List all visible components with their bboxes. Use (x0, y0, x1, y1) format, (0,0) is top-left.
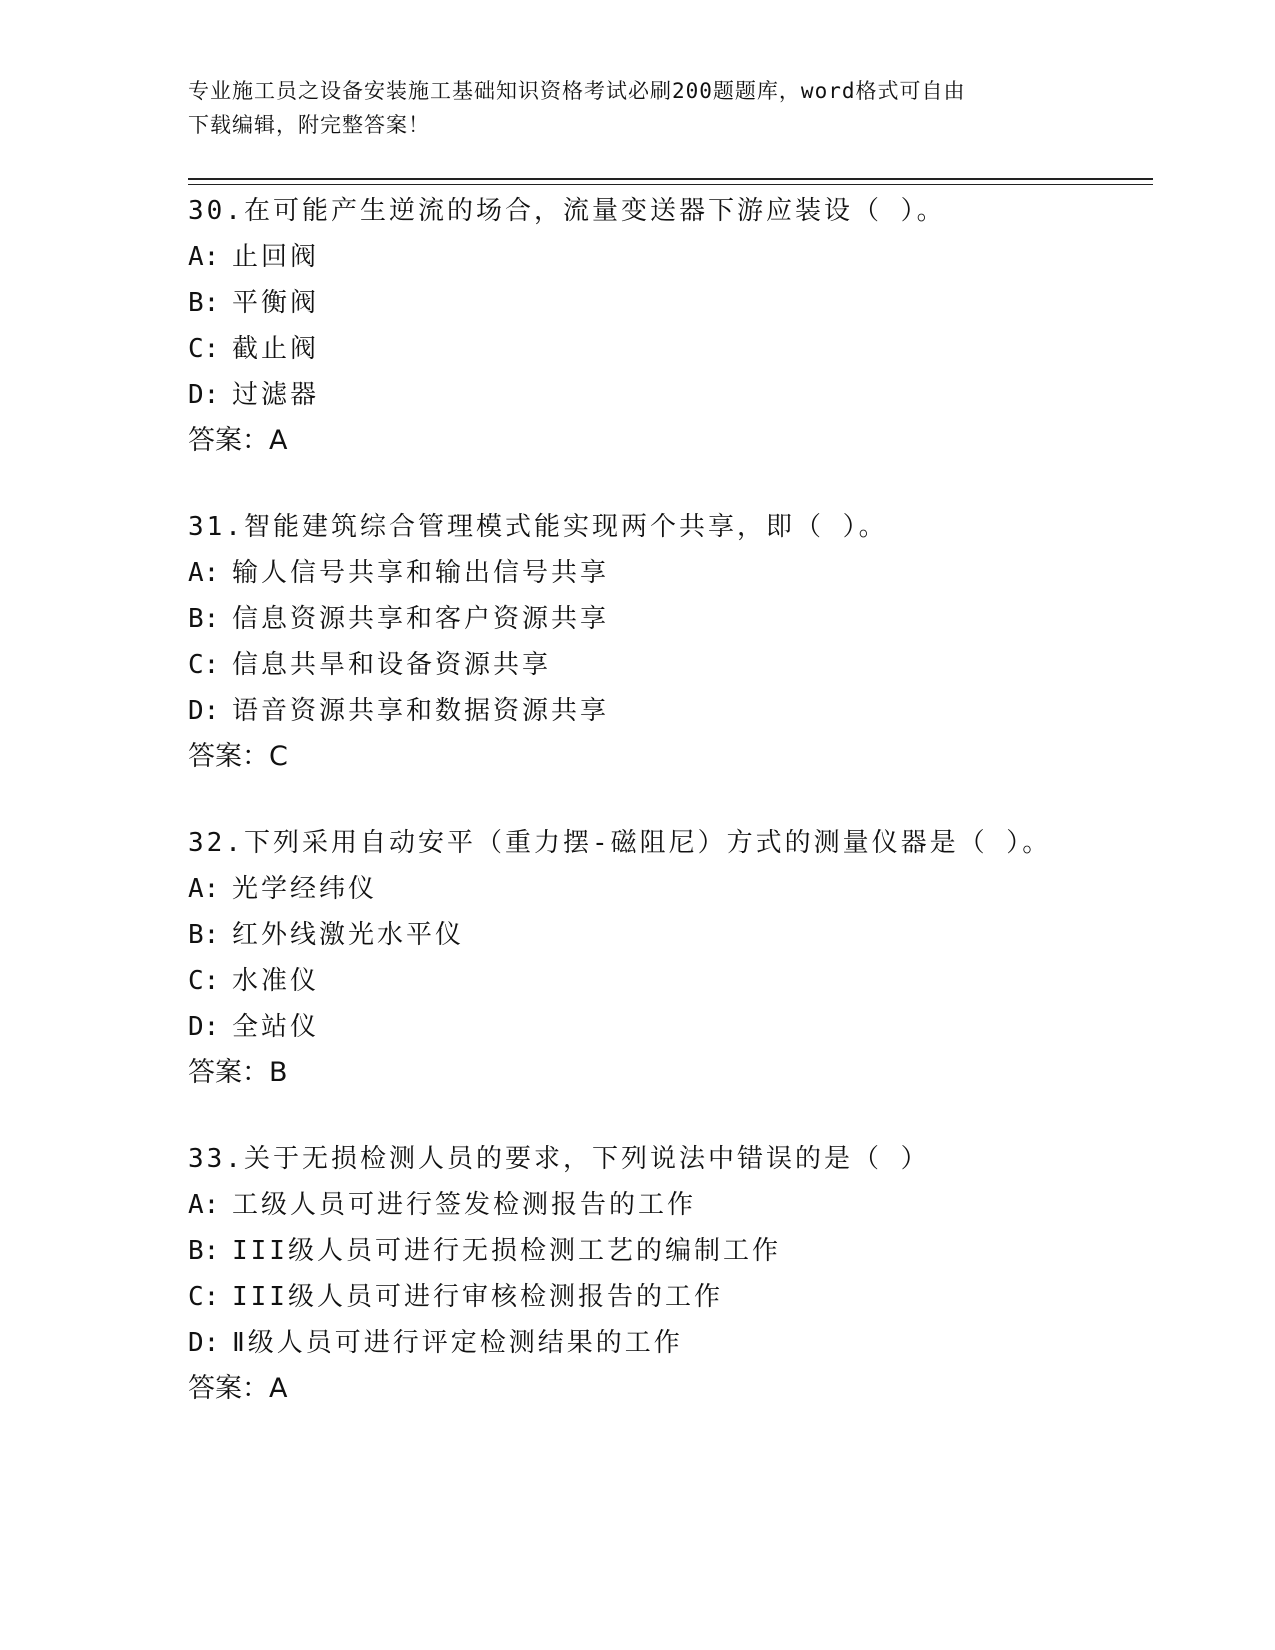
option-d (188, 1320, 1148, 1366)
header-line-2: 下载编辑，附完整答案！ (188, 113, 430, 137)
option-c (188, 326, 1148, 372)
option-b (188, 1228, 1148, 1274)
option-b (188, 596, 1148, 642)
option-label: B: (188, 604, 220, 634)
option-text: 止回阀 (232, 242, 320, 272)
option-label: C: (188, 334, 220, 364)
answer-line: 答案：A (188, 425, 288, 456)
question-stem: 31.智能建筑综合管理模式能实现两个共享，即（ ）。 (188, 512, 888, 542)
option-text: 工级人员可进行签发检测报告的工作 (232, 1190, 697, 1220)
option-a (188, 234, 1148, 280)
option-text: 信息共旱和设备资源共享 (232, 650, 552, 680)
question-31 (188, 504, 1148, 780)
answer-line: 答案：C (188, 741, 288, 772)
answer-line: 答案：A (188, 1373, 288, 1404)
header-line-1: 专业施工员之设备安装施工基础知识资格考试必刷200题题库，word格式可自由 (188, 79, 966, 103)
question-32 (188, 820, 1148, 1096)
option-d (188, 1004, 1148, 1050)
option-label: A: (188, 1190, 220, 1220)
option-b (188, 912, 1148, 958)
option-label: D: (188, 380, 220, 410)
option-text: 水准仪 (232, 966, 320, 996)
option-label: D: (188, 1012, 220, 1042)
option-text: 平衡阀 (232, 288, 320, 318)
option-text: 过滤器 (232, 380, 320, 410)
option-b (188, 280, 1148, 326)
option-text: III级人员可进行审核检测报告的工作 (232, 1282, 723, 1312)
header-divider (188, 178, 1153, 185)
option-label: B: (188, 1236, 220, 1266)
question-list (188, 188, 1148, 1452)
option-c (188, 642, 1148, 688)
option-text: 信息资源共享和客户资源共享 (232, 604, 610, 634)
option-d (188, 688, 1148, 734)
option-text: III级人员可进行无损检测工艺的编制工作 (232, 1236, 781, 1266)
question-stem: 33.关于无损检测人员的要求，下列说法中错误的是（ ） (188, 1144, 930, 1174)
option-text: 语音资源共享和数据资源共享 (232, 696, 610, 726)
option-text: 截止阀 (232, 334, 320, 364)
option-text: Ⅱ级人员可进行评定检测结果的工作 (232, 1328, 683, 1358)
option-label: B: (188, 288, 220, 318)
question-33 (188, 1136, 1148, 1412)
option-label: C: (188, 966, 220, 996)
option-label: A: (188, 874, 220, 904)
option-d (188, 372, 1148, 418)
question-stem: 32.下列采用自动安平（重力摆-磁阻尼）方式的测量仪器是（ ）。 (188, 828, 1052, 858)
option-label: A: (188, 242, 220, 272)
option-text: 光学经纬仪 (232, 874, 378, 904)
option-text: 红外线激光水平仪 (232, 920, 465, 950)
document-header (188, 74, 1088, 142)
option-label: A: (188, 558, 220, 588)
option-label: C: (188, 1282, 220, 1312)
option-a (188, 550, 1148, 596)
option-a (188, 866, 1148, 912)
option-label: D: (188, 696, 220, 726)
option-c (188, 958, 1148, 1004)
option-label: B: (188, 920, 220, 950)
answer-line: 答案：B (188, 1057, 288, 1088)
question-30 (188, 188, 1148, 464)
option-text: 输人信号共享和输出信号共享 (232, 558, 610, 588)
option-c (188, 1274, 1148, 1320)
question-stem: 30.在可能产生逆流的场合，流量变送器下游应装设（ ）。 (188, 196, 946, 226)
option-label: D: (188, 1328, 220, 1358)
option-a (188, 1182, 1148, 1228)
option-label: C: (188, 650, 220, 680)
option-text: 全站仪 (232, 1012, 320, 1042)
